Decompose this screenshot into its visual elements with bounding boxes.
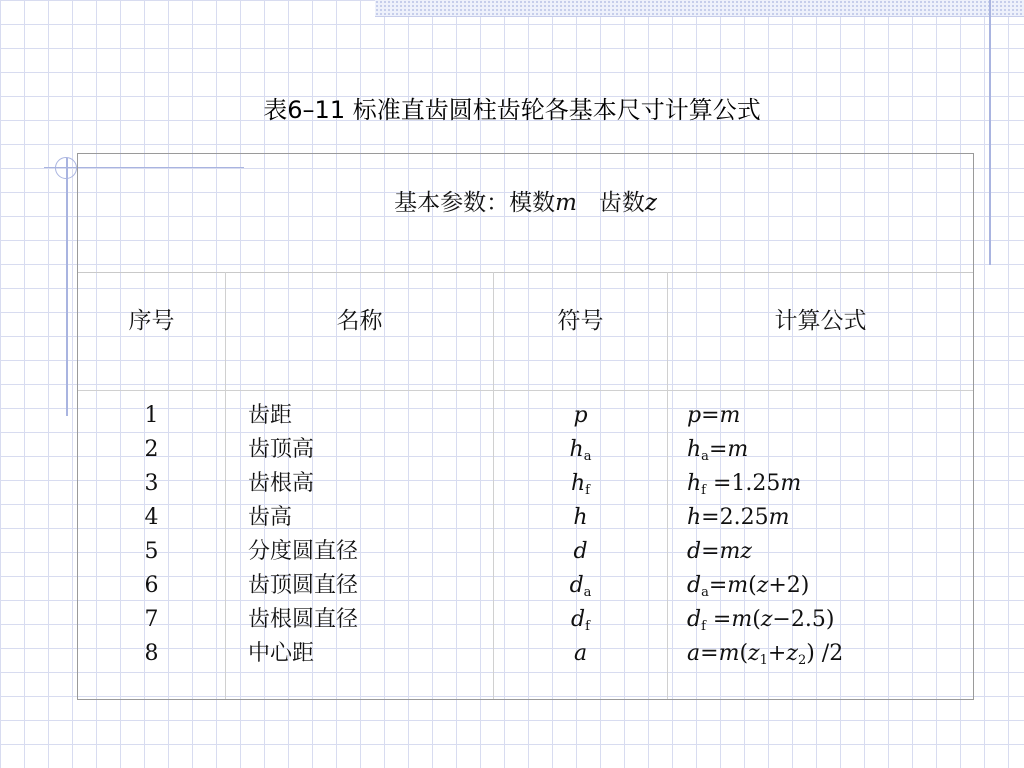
- row-name: 中心距: [248, 641, 315, 666]
- formula-text: =: [701, 539, 720, 564]
- row-index: 7: [144, 607, 159, 632]
- row-symbol: [494, 603, 667, 637]
- formula-subscript: 1: [759, 653, 768, 668]
- formula-lhs: d: [687, 539, 702, 564]
- formula-var: m: [727, 573, 749, 598]
- row-formula: [687, 501, 967, 535]
- header-name: 名称: [336, 308, 383, 334]
- formula-text: =1.25: [705, 471, 781, 496]
- formula-lhs-subscript: f: [701, 483, 706, 498]
- formula-text: =: [700, 641, 719, 666]
- circle-decoration: [55, 157, 77, 179]
- formula-text: =: [708, 437, 728, 462]
- parameter-row: [78, 154, 973, 273]
- row-index: 4: [144, 505, 159, 530]
- row-name: 齿根高: [248, 471, 315, 496]
- formula-text: (: [739, 641, 749, 666]
- row-formula: [687, 569, 967, 603]
- symbol-main: h: [573, 505, 588, 530]
- teeth-symbol: z: [644, 190, 657, 216]
- row-index: 3: [144, 471, 159, 496]
- formula-text: +2): [768, 573, 810, 598]
- row-name: 分度圆直径: [248, 539, 359, 564]
- row-formula: [687, 603, 967, 637]
- formula-lhs: a: [687, 641, 701, 666]
- symbol-main: a: [573, 641, 588, 666]
- column-divider: [667, 272, 668, 699]
- formula-var: z: [756, 573, 769, 598]
- symbol-main: d: [571, 607, 586, 632]
- row-formula: [687, 535, 967, 569]
- formula-var: m: [727, 437, 749, 462]
- formula-subscript: 2: [797, 653, 807, 668]
- column-divider: [225, 272, 226, 699]
- row-name: 齿距: [248, 403, 293, 428]
- row-formula: [687, 467, 967, 501]
- header-divider: [78, 390, 973, 391]
- symbol-subscript: a: [583, 585, 592, 600]
- formula-text: +: [767, 641, 787, 666]
- row-formula: [687, 399, 967, 433]
- formula-table: [77, 153, 974, 700]
- formula-var: z: [748, 641, 760, 666]
- index-column: [78, 399, 225, 671]
- formula-lhs: h: [687, 471, 702, 496]
- formula-lhs: p: [687, 403, 702, 428]
- formula-text: ) /2: [806, 641, 844, 666]
- formula-var: z: [760, 607, 773, 632]
- row-index: 6: [144, 573, 159, 598]
- row-symbol: [494, 399, 667, 433]
- row-symbol: [494, 501, 667, 535]
- formula-lhs-subscript: a: [701, 449, 709, 464]
- row-symbol: [494, 569, 667, 603]
- row-name: 齿高: [248, 505, 293, 530]
- row-index: 5: [144, 539, 159, 564]
- right-decorative-line: [989, 0, 991, 265]
- row-name: 齿根圆直径: [248, 607, 359, 632]
- row-name: 齿顶圆直径: [248, 573, 359, 598]
- row-symbol: [494, 637, 667, 671]
- row-formula: [687, 433, 967, 467]
- row-index: 8: [144, 641, 159, 666]
- formula-var: m: [718, 641, 740, 666]
- symbol-main: d: [573, 539, 588, 564]
- symbol-subscript: f: [585, 483, 590, 498]
- row-symbol: [494, 467, 667, 501]
- header-index: 序号: [128, 308, 175, 334]
- formula-var: z: [740, 539, 752, 564]
- formula-var: m: [768, 505, 790, 530]
- formula-column: [687, 399, 967, 671]
- row-name: 齿顶高: [248, 437, 315, 462]
- header-formula: 计算公式: [774, 308, 867, 334]
- row-index: 1: [144, 403, 159, 428]
- symbol-subscript: f: [585, 619, 590, 634]
- symbol-main: d: [569, 573, 584, 598]
- symbol-subscript: a: [583, 449, 592, 464]
- formula-lhs: d: [687, 573, 702, 598]
- symbol-main: h: [571, 471, 586, 496]
- formula-text: −2.5): [772, 607, 835, 632]
- row-symbol: [494, 535, 667, 569]
- row-symbol: [494, 433, 667, 467]
- row-index: 2: [144, 437, 159, 462]
- formula-text: =: [701, 403, 720, 428]
- symbol-main: p: [573, 403, 588, 428]
- teeth-label: 齿数: [598, 190, 645, 216]
- slide-title: 表6–11 标准直齿圆柱齿轮各基本尺寸计算公式: [263, 96, 761, 124]
- parameter-label: 基本参数：模数: [394, 190, 556, 216]
- formula-lhs-subscript: a: [701, 585, 709, 600]
- formula-var: m: [719, 403, 741, 428]
- formula-lhs: h: [687, 505, 702, 530]
- parameter-text: [78, 184, 973, 217]
- formula-text: =: [705, 607, 732, 632]
- formula-var: m: [731, 607, 753, 632]
- top-decorative-band: [375, 0, 1024, 17]
- formula-text: =2.25: [701, 505, 769, 530]
- formula-var: m: [780, 471, 802, 496]
- symbol-main: h: [569, 437, 584, 462]
- formula-lhs-subscript: f: [701, 619, 706, 634]
- module-symbol: m: [555, 190, 577, 216]
- symbol-column: [494, 399, 667, 671]
- formula-text: (: [748, 573, 757, 598]
- formula-var: m: [719, 539, 741, 564]
- header-symbol: 符号: [557, 308, 604, 334]
- name-column: [248, 399, 488, 671]
- formula-lhs: d: [687, 607, 702, 632]
- formula-lhs: h: [687, 437, 702, 462]
- formula-text: (: [752, 607, 761, 632]
- formula-text: =: [708, 573, 728, 598]
- left-decorative-line: [66, 158, 68, 416]
- formula-var: z: [786, 641, 798, 666]
- row-formula: [687, 637, 967, 671]
